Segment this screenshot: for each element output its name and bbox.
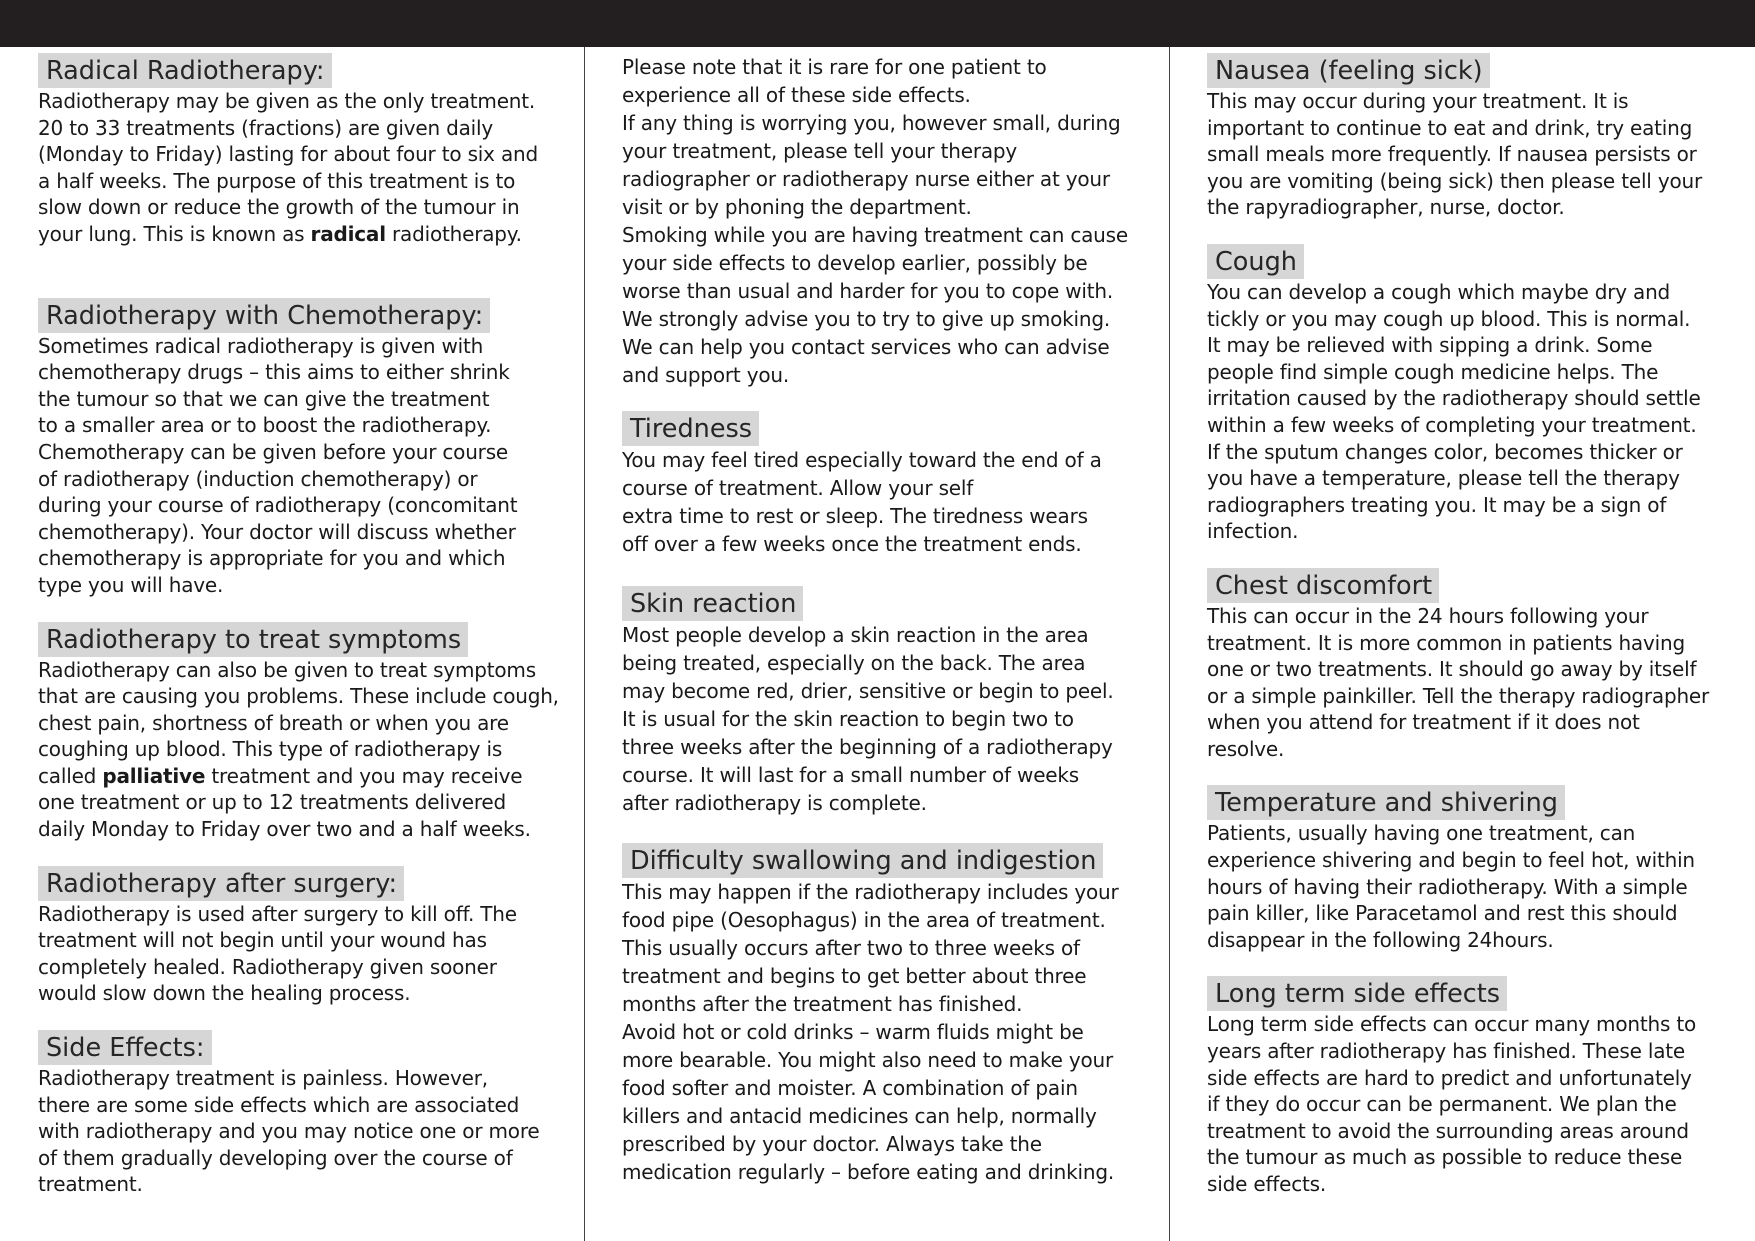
bold-term: palliative (102, 763, 206, 788)
section-radical-radiotherapy (38, 53, 584, 248)
section-heading: Difficulty swallowing and indigestion (622, 843, 1103, 878)
section-chest-discomfort (1207, 568, 1743, 763)
section-heading: Radiotherapy with Chemotherapy: (38, 298, 490, 333)
section-heading: Radical Radiotherapy: (38, 53, 332, 88)
column-divider (1169, 47, 1170, 1241)
section-heading: Side Effects: (38, 1030, 212, 1065)
section-heading: Tiredness (622, 411, 759, 446)
section-radiotherapy-with-chemotherapy (38, 298, 584, 599)
column-middle (622, 53, 1162, 1186)
section-body: You may feel tired especially toward the end of a course of treatment. Allow your self extra time to rest or sleep. The tiredness wears off over a few weeks once the treatment ends. (622, 448, 1102, 556)
section-treat-symptoms (38, 622, 584, 843)
section-body: Radiotherapy can also be given to treat symptoms that are causing you problems. These include cough, chest pain, shortness of breath or when you are coughing up blood. This type of radiotherapy is called palliative treatment and you may receive one treatment or up to 12 treatments delivered daily Monday to Friday over two and a half weeks. (38, 657, 559, 842)
section-body: This can occur in the 24 hours following your treatment. It is more common in patients having one or two treatments. It should go away by itself or a simple painkiller. Tell the therapy radiographer when you attend for treatment if it does not resolve. (1207, 603, 1710, 761)
section-heading: Temperature and shivering (1207, 785, 1565, 820)
section-body: Most people develop a skin reaction in the area being treated, especially on the back. The area may become red, drier, sensitive or begin to peel. It is usual for the skin reaction to begin two to three weeks after the beginning of a radiotherapy course. It will last for a small number of weeks after radiotherapy is complete. (622, 623, 1114, 815)
bold-term: radical (310, 221, 386, 246)
section-after-surgery (38, 866, 584, 1007)
section-heading: Skin reaction (622, 586, 803, 621)
section-heading: Radiotherapy to treat symptoms (38, 622, 468, 657)
section-tiredness (622, 411, 1162, 558)
section-heading: Nausea (feeling sick) (1207, 53, 1490, 88)
section-body: Patients, usually having one treatment, can experience shivering and begin to feel hot, within hours of having their radiotherapy. With a simple pain killer, like Paracetamol and rest this should disappear in the following 24hours. (1207, 821, 1695, 952)
leaflet-page (0, 47, 1755, 1241)
section-body: Long term side effects can occur many months to years after radiotherapy has finished. These late side effects are hard to predict and unfortunately if they do occur can be permanent. We plan the treatment to avoid the surrounding areas around the tumour as much as possible to reduce these side effects. (1207, 1012, 1696, 1196)
section-cough (1207, 244, 1743, 545)
section-body: Sometimes radical radiotherapy is given with chemotherapy drugs – this aims to either shrink the tumour so that we can give the treatment to a smaller area or to boost the radiotherapy. Chemotherapy can be given before your course of radiotherapy (induction chemotherapy) or during your course of radiotherapy (concomitant chemotherapy). Your doctor will discuss whether chemotherapy is appropriate for you and which type you will have. (38, 333, 518, 597)
section-body: Radiotherapy is used after surgery to kill off. The treatment will not begin until your wound has completely healed. Radiotherapy given sooner would slow down the healing process. (38, 901, 517, 1006)
section-body: You can develop a cough which maybe dry and tickly or you may cough up blood. This is normal. It may be relieved with sipping a drink. Some people find simple cough medicine helps. The irritation caused by the radiotherapy should settle within a few weeks of completing your treatment. If the sputum changes color, becomes thicker or you have a temperature, please tell the therapy radiographers treating you. It may be a sign of infection. (1207, 279, 1701, 544)
section-long-term-side-effects (1207, 976, 1743, 1197)
column-left (38, 53, 584, 1198)
section-body: This may occur during your treatment. It is important to continue to eat and drink, try eating small meals more frequently. If nausea persists or you are vomiting (being sick) then please tell your the rapyradiographer, nurse, doctor. (1207, 89, 1702, 220)
section-body: This may happen if the radiotherapy includes your food pipe (Oesophagus) in the area of treatment. This usually occurs after two to three weeks of treatment and begins to get better about three months after the treatment has finished. Avoid hot or cold drinks – warm fluids might be more bearable. You might also need to make your food softer and moister. A combination of pain killers and antacid medicines can help, normally prescribed by your doctor. Always take the medication regularly – before eating and drinking. (622, 880, 1119, 1184)
section-heading: Chest discomfort (1207, 568, 1439, 603)
intro-text: Please note that it is rare for one patient to experience all of these side effects. If any thing is worrying you, however small, during your treatment, please tell your therapy radiographer or radiotherapy nurse either at your visit or by phoning the department. Smoking while you are having treatment can cause your side effects to develop earlier, possibly be worse than usual and harder for you to cope with. We strongly advise you to try to give up smoking. We can help you contact services who can advise and support you. (622, 55, 1128, 387)
section-skin-reaction (622, 586, 1162, 817)
section-body: Radiotherapy may be given as the only treatment. 20 to 33 treatments (fractions) are given daily (Monday to Friday) lasting for about four to six and a half weeks. The purpose of this treatment is to slow down or reduce the growth of the tumour in your lung. This is known as radical radiotherapy. (38, 89, 538, 246)
section-body: Radiotherapy treatment is painless. However, there are some side effects which are associated with radiotherapy and you may notice one or more of them gradually developing over the course of treatment. (38, 1066, 540, 1197)
section-side-effects (38, 1030, 584, 1198)
section-temperature-shivering (1207, 785, 1743, 953)
section-heading: Radiotherapy after surgery: (38, 866, 404, 901)
column-right (1207, 53, 1743, 1198)
column-divider (584, 47, 585, 1241)
top-black-band (0, 0, 1755, 47)
section-nausea (1207, 53, 1743, 221)
section-heading: Cough (1207, 244, 1304, 279)
section-heading: Long term side effects (1207, 976, 1507, 1011)
section-difficulty-swallowing (622, 843, 1162, 1186)
